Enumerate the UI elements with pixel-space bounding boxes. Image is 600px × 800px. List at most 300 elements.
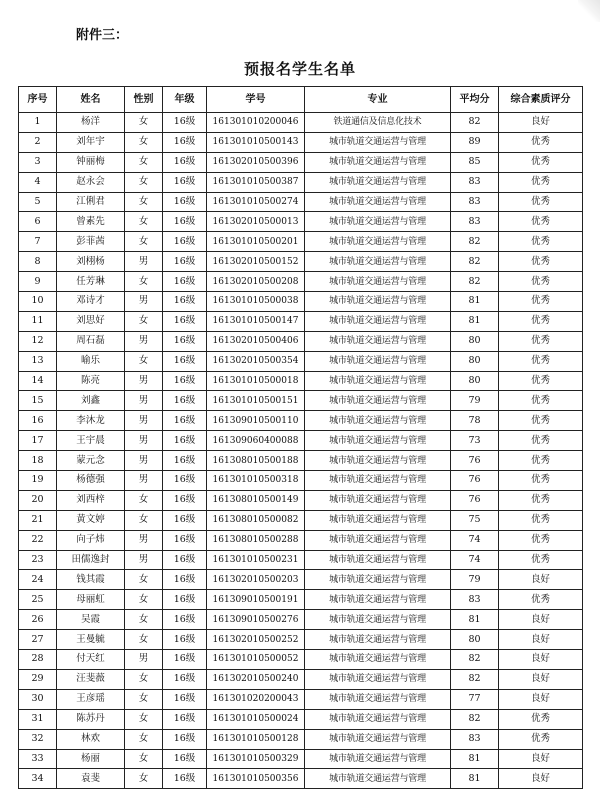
- cell-grade: 16级: [163, 530, 207, 550]
- cell-gender: 男: [125, 550, 163, 570]
- cell-major: 城市轨道交通运营与管理: [305, 471, 451, 491]
- cell-grade: 16级: [163, 113, 207, 133]
- cell-no: 22: [19, 530, 57, 550]
- cell-no: 7: [19, 232, 57, 252]
- cell-gender: 女: [125, 232, 163, 252]
- cell-gender: 女: [125, 709, 163, 729]
- cell-major: 城市轨道交通运营与管理: [305, 212, 451, 232]
- table-row: [19, 232, 583, 252]
- table-row: [19, 471, 583, 491]
- cell-grade: 16级: [163, 132, 207, 152]
- cell-rating: 良好: [499, 689, 583, 709]
- cell-major: 城市轨道交通运营与管理: [305, 411, 451, 431]
- cell-name: 袁斐: [57, 769, 125, 789]
- cell-grade: 16级: [163, 192, 207, 212]
- cell-gender: 女: [125, 570, 163, 590]
- cell-gender: 男: [125, 530, 163, 550]
- cell-major: 城市轨道交通运营与管理: [305, 351, 451, 371]
- cell-grade: 16级: [163, 431, 207, 451]
- cell-average: 82: [451, 232, 499, 252]
- table-row: [19, 292, 583, 312]
- cell-name: 江俐君: [57, 192, 125, 212]
- cell-student-id: 161302010500013: [207, 212, 305, 232]
- cell-average: 76: [451, 471, 499, 491]
- cell-rating: 良好: [499, 769, 583, 789]
- student-roster-table: [18, 86, 583, 789]
- cell-no: 6: [19, 212, 57, 232]
- cell-grade: 16级: [163, 590, 207, 610]
- cell-rating: 优秀: [499, 331, 583, 351]
- table-body: [19, 113, 583, 789]
- header-student-id: 学号: [207, 87, 305, 113]
- cell-student-id: 161308010500288: [207, 530, 305, 550]
- cell-student-id: 161308010500188: [207, 451, 305, 471]
- table-row: [19, 650, 583, 670]
- cell-major: 城市轨道交通运营与管理: [305, 570, 451, 590]
- cell-no: 34: [19, 769, 57, 789]
- cell-grade: 16级: [163, 411, 207, 431]
- cell-average: 82: [451, 113, 499, 133]
- cell-student-id: 161302010500240: [207, 669, 305, 689]
- cell-gender: 男: [125, 252, 163, 272]
- cell-major: 城市轨道交通运营与管理: [305, 729, 451, 749]
- cell-name: 李沐龙: [57, 411, 125, 431]
- header-name: 姓名: [57, 87, 125, 113]
- cell-rating: 优秀: [499, 172, 583, 192]
- cell-grade: 16级: [163, 709, 207, 729]
- header-no: 序号: [19, 87, 57, 113]
- cell-gender: 男: [125, 451, 163, 471]
- table-row: [19, 152, 583, 172]
- cell-no: 4: [19, 172, 57, 192]
- cell-average: 76: [451, 490, 499, 510]
- cell-grade: 16级: [163, 471, 207, 491]
- cell-student-id: 161302010500208: [207, 272, 305, 292]
- cell-grade: 16级: [163, 669, 207, 689]
- cell-no: 12: [19, 331, 57, 351]
- table-row: [19, 630, 583, 650]
- cell-gender: 男: [125, 391, 163, 411]
- cell-name: 任芳琳: [57, 272, 125, 292]
- cell-grade: 16级: [163, 689, 207, 709]
- cell-major: 城市轨道交通运营与管理: [305, 252, 451, 272]
- table-row: [19, 371, 583, 391]
- cell-gender: 男: [125, 431, 163, 451]
- cell-student-id: 161301010500018: [207, 371, 305, 391]
- cell-rating: 优秀: [499, 431, 583, 451]
- cell-major: 城市轨道交通运营与管理: [305, 132, 451, 152]
- cell-name: 赵永会: [57, 172, 125, 192]
- cell-student-id: 161301020200043: [207, 689, 305, 709]
- cell-student-id: 161301010500052: [207, 650, 305, 670]
- cell-student-id: 161302010500396: [207, 152, 305, 172]
- cell-major: 城市轨道交通运营与管理: [305, 749, 451, 769]
- cell-gender: 女: [125, 510, 163, 530]
- cell-major: 城市轨道交通运营与管理: [305, 431, 451, 451]
- cell-major: 城市轨道交通运营与管理: [305, 152, 451, 172]
- cell-no: 18: [19, 451, 57, 471]
- table-row: [19, 272, 583, 292]
- cell-grade: 16级: [163, 212, 207, 232]
- cell-average: 82: [451, 709, 499, 729]
- cell-rating: 优秀: [499, 391, 583, 411]
- cell-no: 16: [19, 411, 57, 431]
- table-row: [19, 351, 583, 371]
- cell-name: 王彦瑶: [57, 689, 125, 709]
- cell-student-id: 161301010500329: [207, 749, 305, 769]
- cell-no: 27: [19, 630, 57, 650]
- cell-gender: 男: [125, 471, 163, 491]
- cell-rating: 优秀: [499, 530, 583, 550]
- cell-no: 14: [19, 371, 57, 391]
- cell-student-id: 161309010500110: [207, 411, 305, 431]
- cell-rating: 良好: [499, 630, 583, 650]
- cell-average: 77: [451, 689, 499, 709]
- table-row: [19, 411, 583, 431]
- cell-rating: 优秀: [499, 292, 583, 312]
- cell-major: 城市轨道交通运营与管理: [305, 590, 451, 610]
- cell-rating: 优秀: [499, 451, 583, 471]
- cell-no: 29: [19, 669, 57, 689]
- cell-name: 杨德强: [57, 471, 125, 491]
- table-row: [19, 192, 583, 212]
- cell-no: 13: [19, 351, 57, 371]
- cell-major: 城市轨道交通运营与管理: [305, 769, 451, 789]
- cell-grade: 16级: [163, 451, 207, 471]
- table-row: [19, 172, 583, 192]
- cell-student-id: 161301010500274: [207, 192, 305, 212]
- cell-name: 刘栩杨: [57, 252, 125, 272]
- cell-grade: 16级: [163, 252, 207, 272]
- cell-rating: 良好: [499, 113, 583, 133]
- cell-rating: 优秀: [499, 371, 583, 391]
- table-row: [19, 490, 583, 510]
- cell-average: 83: [451, 590, 499, 610]
- cell-major: 城市轨道交通运营与管理: [305, 530, 451, 550]
- cell-name: 钟丽梅: [57, 152, 125, 172]
- cell-major: 城市轨道交通运营与管理: [305, 451, 451, 471]
- cell-student-id: 161302010500406: [207, 331, 305, 351]
- cell-major: 城市轨道交通运营与管理: [305, 610, 451, 630]
- cell-average: 79: [451, 570, 499, 590]
- cell-gender: 男: [125, 331, 163, 351]
- cell-rating: 优秀: [499, 351, 583, 371]
- table-header-row: [19, 87, 583, 113]
- cell-grade: 16级: [163, 311, 207, 331]
- cell-no: 8: [19, 252, 57, 272]
- table-row: [19, 590, 583, 610]
- cell-average: 82: [451, 272, 499, 292]
- cell-rating: 优秀: [499, 272, 583, 292]
- cell-student-id: 161302010500203: [207, 570, 305, 590]
- cell-gender: 男: [125, 292, 163, 312]
- cell-student-id: 161301010500387: [207, 172, 305, 192]
- cell-average: 81: [451, 292, 499, 312]
- cell-grade: 16级: [163, 391, 207, 411]
- cell-grade: 16级: [163, 292, 207, 312]
- cell-name: 付天红: [57, 650, 125, 670]
- cell-name: 曾素先: [57, 212, 125, 232]
- cell-major: 城市轨道交通运营与管理: [305, 292, 451, 312]
- cell-major: 城市轨道交通运营与管理: [305, 669, 451, 689]
- cell-no: 19: [19, 471, 57, 491]
- cell-name: 杨洋: [57, 113, 125, 133]
- cell-no: 25: [19, 590, 57, 610]
- cell-average: 83: [451, 729, 499, 749]
- cell-gender: 男: [125, 650, 163, 670]
- cell-average: 81: [451, 749, 499, 769]
- cell-average: 74: [451, 530, 499, 550]
- cell-rating: 优秀: [499, 132, 583, 152]
- cell-student-id: 161302010500354: [207, 351, 305, 371]
- cell-rating: 优秀: [499, 152, 583, 172]
- cell-no: 24: [19, 570, 57, 590]
- cell-average: 73: [451, 431, 499, 451]
- cell-name: 邓诗才: [57, 292, 125, 312]
- cell-grade: 16级: [163, 331, 207, 351]
- cell-no: 1: [19, 113, 57, 133]
- cell-name: 汪斐薇: [57, 669, 125, 689]
- cell-average: 74: [451, 550, 499, 570]
- cell-major: 城市轨道交通运营与管理: [305, 391, 451, 411]
- cell-grade: 16级: [163, 490, 207, 510]
- cell-average: 82: [451, 650, 499, 670]
- cell-student-id: 161309060400088: [207, 431, 305, 451]
- cell-no: 28: [19, 650, 57, 670]
- cell-name: 刘鑫: [57, 391, 125, 411]
- cell-no: 21: [19, 510, 57, 530]
- cell-no: 3: [19, 152, 57, 172]
- cell-grade: 16级: [163, 570, 207, 590]
- cell-student-id: 161301010500147: [207, 311, 305, 331]
- cell-gender: 男: [125, 371, 163, 391]
- cell-no: 30: [19, 689, 57, 709]
- page-corner-shadow: [578, 0, 600, 22]
- cell-gender: 女: [125, 610, 163, 630]
- cell-rating: 良好: [499, 749, 583, 769]
- header-average: 平均分: [451, 87, 499, 113]
- cell-no: 31: [19, 709, 57, 729]
- cell-gender: 女: [125, 749, 163, 769]
- cell-rating: 良好: [499, 650, 583, 670]
- cell-major: 城市轨道交通运营与管理: [305, 232, 451, 252]
- cell-student-id: 161301010500356: [207, 769, 305, 789]
- cell-rating: 优秀: [499, 252, 583, 272]
- cell-no: 10: [19, 292, 57, 312]
- table-row: [19, 252, 583, 272]
- cell-rating: 优秀: [499, 590, 583, 610]
- cell-student-id: 161309010500276: [207, 610, 305, 630]
- cell-gender: 男: [125, 411, 163, 431]
- table-row: [19, 451, 583, 471]
- cell-major: 城市轨道交通运营与管理: [305, 331, 451, 351]
- cell-average: 76: [451, 451, 499, 471]
- table-row: [19, 610, 583, 630]
- cell-no: 11: [19, 311, 57, 331]
- cell-major: 城市轨道交通运营与管理: [305, 490, 451, 510]
- cell-gender: 女: [125, 729, 163, 749]
- cell-gender: 女: [125, 272, 163, 292]
- table-row: [19, 749, 583, 769]
- cell-name: 田儒逸封: [57, 550, 125, 570]
- cell-rating: 优秀: [499, 192, 583, 212]
- cell-grade: 16级: [163, 232, 207, 252]
- cell-grade: 16级: [163, 550, 207, 570]
- cell-student-id: 161301010500128: [207, 729, 305, 749]
- cell-no: 9: [19, 272, 57, 292]
- cell-no: 23: [19, 550, 57, 570]
- cell-no: 17: [19, 431, 57, 451]
- cell-average: 82: [451, 669, 499, 689]
- cell-average: 89: [451, 132, 499, 152]
- cell-major: 城市轨道交通运营与管理: [305, 371, 451, 391]
- cell-rating: 良好: [499, 669, 583, 689]
- header-major: 专业: [305, 87, 451, 113]
- cell-average: 80: [451, 351, 499, 371]
- attachment-label: 附件三：: [76, 28, 129, 43]
- cell-gender: 女: [125, 152, 163, 172]
- cell-name: 向子炜: [57, 530, 125, 550]
- cell-major: 城市轨道交通运营与管理: [305, 709, 451, 729]
- cell-name: 刘年宇: [57, 132, 125, 152]
- cell-gender: 女: [125, 630, 163, 650]
- table-row: [19, 570, 583, 590]
- cell-student-id: 161301010500231: [207, 550, 305, 570]
- cell-name: 杨丽: [57, 749, 125, 769]
- cell-name: 钱其霞: [57, 570, 125, 590]
- cell-name: 母丽虹: [57, 590, 125, 610]
- table-row: [19, 431, 583, 451]
- cell-name: 喻乐: [57, 351, 125, 371]
- table-row: [19, 331, 583, 351]
- cell-no: 2: [19, 132, 57, 152]
- cell-gender: 女: [125, 689, 163, 709]
- table-row: [19, 530, 583, 550]
- cell-major: 城市轨道交通运营与管理: [305, 272, 451, 292]
- cell-name: 周石磊: [57, 331, 125, 351]
- cell-average: 81: [451, 610, 499, 630]
- table-row: [19, 311, 583, 331]
- cell-grade: 16级: [163, 351, 207, 371]
- cell-rating: 优秀: [499, 490, 583, 510]
- cell-grade: 16级: [163, 272, 207, 292]
- cell-major: 城市轨道交通运营与管理: [305, 192, 451, 212]
- cell-rating: 优秀: [499, 471, 583, 491]
- cell-grade: 16级: [163, 769, 207, 789]
- cell-rating: 优秀: [499, 550, 583, 570]
- cell-major: 城市轨道交通运营与管理: [305, 510, 451, 530]
- cell-no: 20: [19, 490, 57, 510]
- cell-average: 80: [451, 331, 499, 351]
- cell-grade: 16级: [163, 630, 207, 650]
- cell-student-id: 161301010500024: [207, 709, 305, 729]
- cell-gender: 女: [125, 172, 163, 192]
- cell-major: 城市轨道交通运营与管理: [305, 550, 451, 570]
- table-row: [19, 132, 583, 152]
- cell-major: 城市轨道交通运营与管理: [305, 311, 451, 331]
- cell-name: 林欢: [57, 729, 125, 749]
- cell-name: 王曼毓: [57, 630, 125, 650]
- cell-grade: 16级: [163, 510, 207, 530]
- cell-average: 82: [451, 252, 499, 272]
- cell-name: 吴霞: [57, 610, 125, 630]
- cell-student-id: 161302010500252: [207, 630, 305, 650]
- cell-rating: 优秀: [499, 212, 583, 232]
- cell-average: 80: [451, 630, 499, 650]
- table-row: [19, 769, 583, 789]
- cell-grade: 16级: [163, 371, 207, 391]
- cell-grade: 16级: [163, 749, 207, 769]
- cell-student-id: 161301010500143: [207, 132, 305, 152]
- cell-major: 城市轨道交通运营与管理: [305, 650, 451, 670]
- cell-student-id: 161301010500151: [207, 391, 305, 411]
- cell-no: 5: [19, 192, 57, 212]
- cell-gender: 女: [125, 590, 163, 610]
- cell-average: 80: [451, 371, 499, 391]
- cell-average: 83: [451, 172, 499, 192]
- cell-no: 15: [19, 391, 57, 411]
- cell-grade: 16级: [163, 650, 207, 670]
- header-grade: 年级: [163, 87, 207, 113]
- cell-gender: 女: [125, 351, 163, 371]
- cell-name: 刘思好: [57, 311, 125, 331]
- cell-major: 城市轨道交通运营与管理: [305, 172, 451, 192]
- cell-name: 王宇晨: [57, 431, 125, 451]
- header-gender: 性别: [125, 87, 163, 113]
- cell-rating: 优秀: [499, 510, 583, 530]
- cell-name: 彭菲茜: [57, 232, 125, 252]
- cell-grade: 16级: [163, 152, 207, 172]
- cell-name: 蒙元念: [57, 451, 125, 471]
- cell-no: 32: [19, 729, 57, 749]
- cell-student-id: 161309010500191: [207, 590, 305, 610]
- cell-major: 城市轨道交通运营与管理: [305, 689, 451, 709]
- cell-grade: 16级: [163, 172, 207, 192]
- cell-student-id: 161308010500082: [207, 510, 305, 530]
- cell-gender: 女: [125, 192, 163, 212]
- cell-gender: 女: [125, 132, 163, 152]
- table-row: [19, 510, 583, 530]
- table-row: [19, 689, 583, 709]
- cell-rating: 优秀: [499, 411, 583, 431]
- cell-gender: 女: [125, 212, 163, 232]
- cell-no: 26: [19, 610, 57, 630]
- cell-name: 陈亮: [57, 371, 125, 391]
- cell-student-id: 161301010500318: [207, 471, 305, 491]
- cell-student-id: 161308010500149: [207, 490, 305, 510]
- cell-gender: 女: [125, 113, 163, 133]
- header-rating: 综合素质评分: [499, 87, 583, 113]
- table-row: [19, 113, 583, 133]
- cell-student-id: 161301010500201: [207, 232, 305, 252]
- table-row: [19, 729, 583, 749]
- cell-rating: 优秀: [499, 729, 583, 749]
- cell-rating: 优秀: [499, 709, 583, 729]
- cell-gender: 女: [125, 490, 163, 510]
- cell-average: 81: [451, 769, 499, 789]
- cell-gender: 女: [125, 769, 163, 789]
- cell-gender: 女: [125, 669, 163, 689]
- document-title: 预报名学生名单: [243, 60, 356, 78]
- cell-major: 铁道通信及信息化技术: [305, 113, 451, 133]
- cell-no: 33: [19, 749, 57, 769]
- cell-student-id: 161302010500152: [207, 252, 305, 272]
- cell-average: 75: [451, 510, 499, 530]
- cell-rating: 良好: [499, 610, 583, 630]
- table-row: [19, 212, 583, 232]
- cell-average: 83: [451, 192, 499, 212]
- cell-student-id: 161301010200046: [207, 113, 305, 133]
